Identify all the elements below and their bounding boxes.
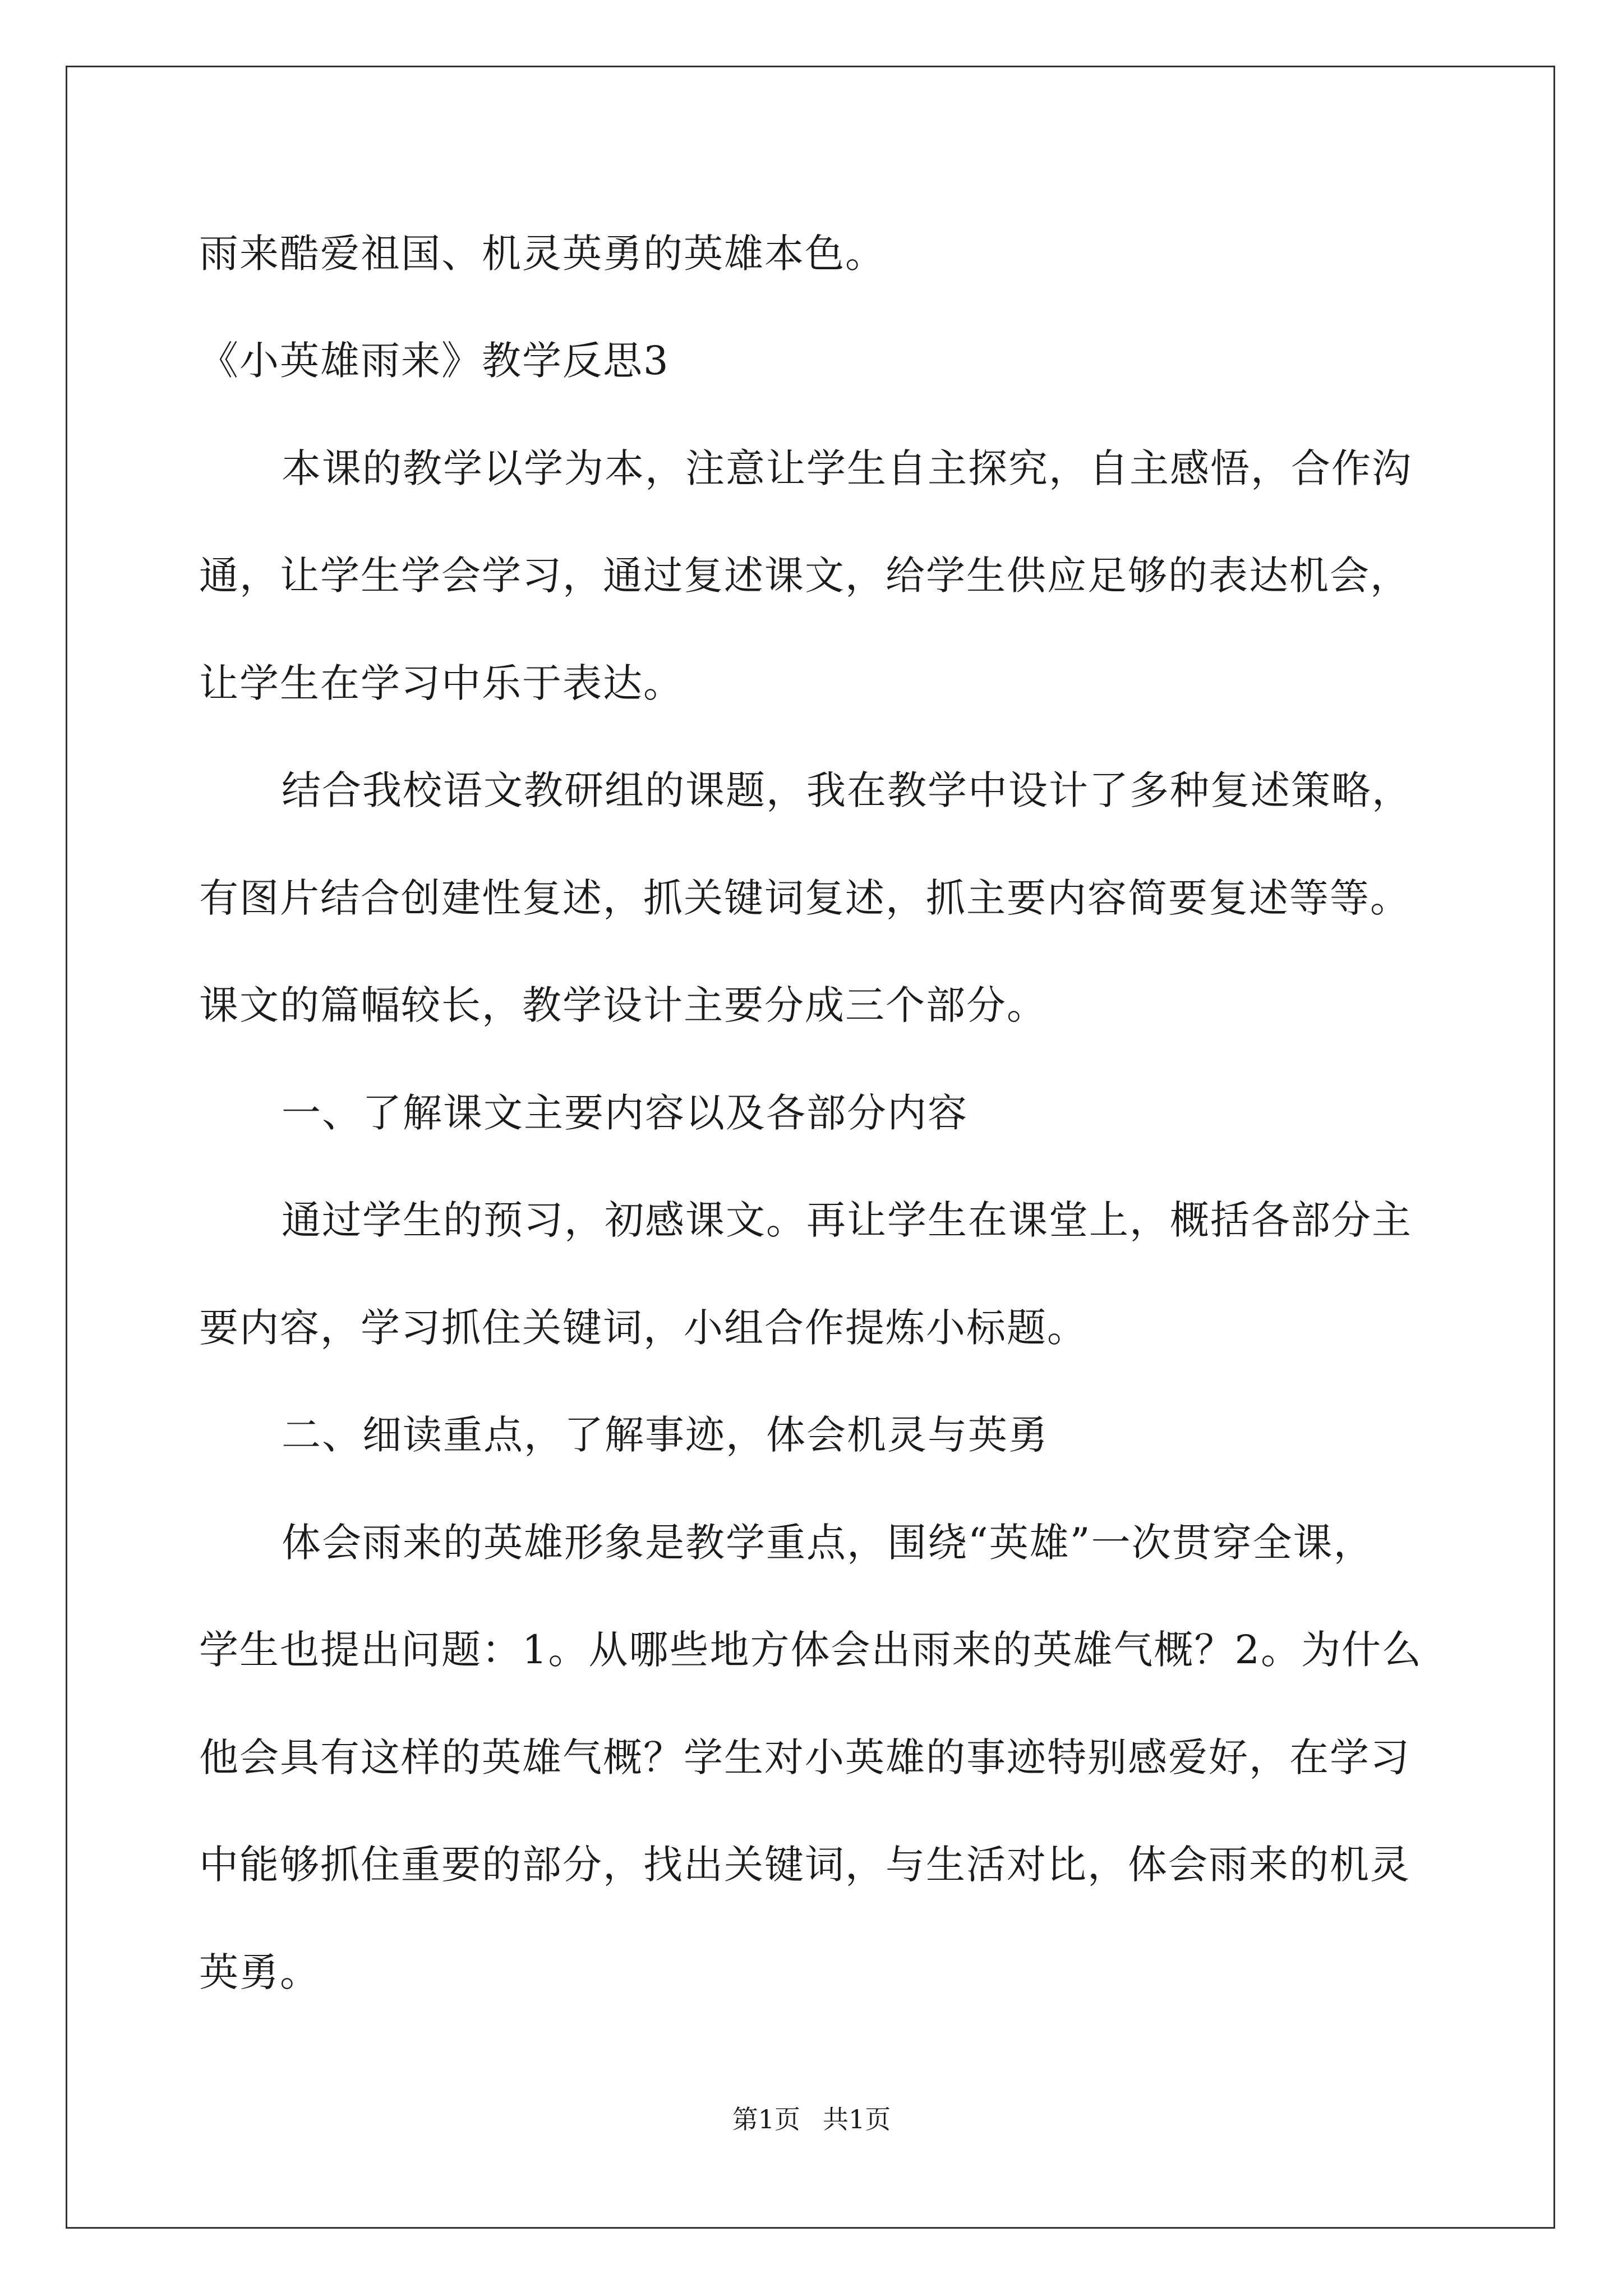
text-line: 一、了解课文主要内容以及各部分内容 <box>282 1090 968 1136</box>
text-line: 课文的篇幅较长，教学设计主要分成三个部分。 <box>199 982 1047 1028</box>
text-line: 二、细读重点，了解事迹，体会机灵与英勇 <box>282 1412 1049 1458</box>
text-line: 雨来酷爱祖国、机灵英勇的英雄本色。 <box>199 231 886 277</box>
page-number: 第1页 <box>732 2104 800 2134</box>
text-line: 中能够抓住重要的部分，找出关键词，与生活对比，体会雨来的机灵 <box>199 1842 1410 1888</box>
text-line: 体会雨来的英雄形象是教学重点，围绕“英雄”一次贯穿全课， <box>282 1520 1374 1566</box>
page-footer <box>0 2106 1623 2132</box>
text-line: 通，让学生学会学习，通过复述课文，给学生供应足够的表达机会， <box>199 553 1410 599</box>
text-line: 要内容，学习抓住关键词，小组合作提炼小标题。 <box>199 1305 1087 1351</box>
section-title: 《小英雄雨来》教学反思3 <box>199 338 670 384</box>
text-line: 他会具有这样的英雄气概？学生对小英雄的事迹特别感爱好，在学习 <box>199 1734 1410 1780</box>
text-line: 学生也提出问题：1。从哪些地方体会出雨来的英雄气概？2。为什么 <box>199 1627 1423 1673</box>
text-line: 有图片结合创建性复述，抓关键词复述，抓主要内容简要复述等等。 <box>199 875 1410 921</box>
text-line: 通过学生的预习，初感课文。再让学生在课堂上，概括各部分主 <box>282 1197 1412 1243</box>
text-line: 本课的教学以学为本，注意让学生自主探究，自主感悟，合作沟 <box>282 445 1412 491</box>
text-line: 英勇。 <box>199 1949 320 1995</box>
page-border <box>66 66 1555 2229</box>
text-line: 结合我校语文教研组的课题，我在教学中设计了多种复述策略， <box>282 767 1412 813</box>
text-line: 让学生在学习中乐于表达。 <box>199 660 684 706</box>
page-total: 共1页 <box>823 2104 891 2134</box>
